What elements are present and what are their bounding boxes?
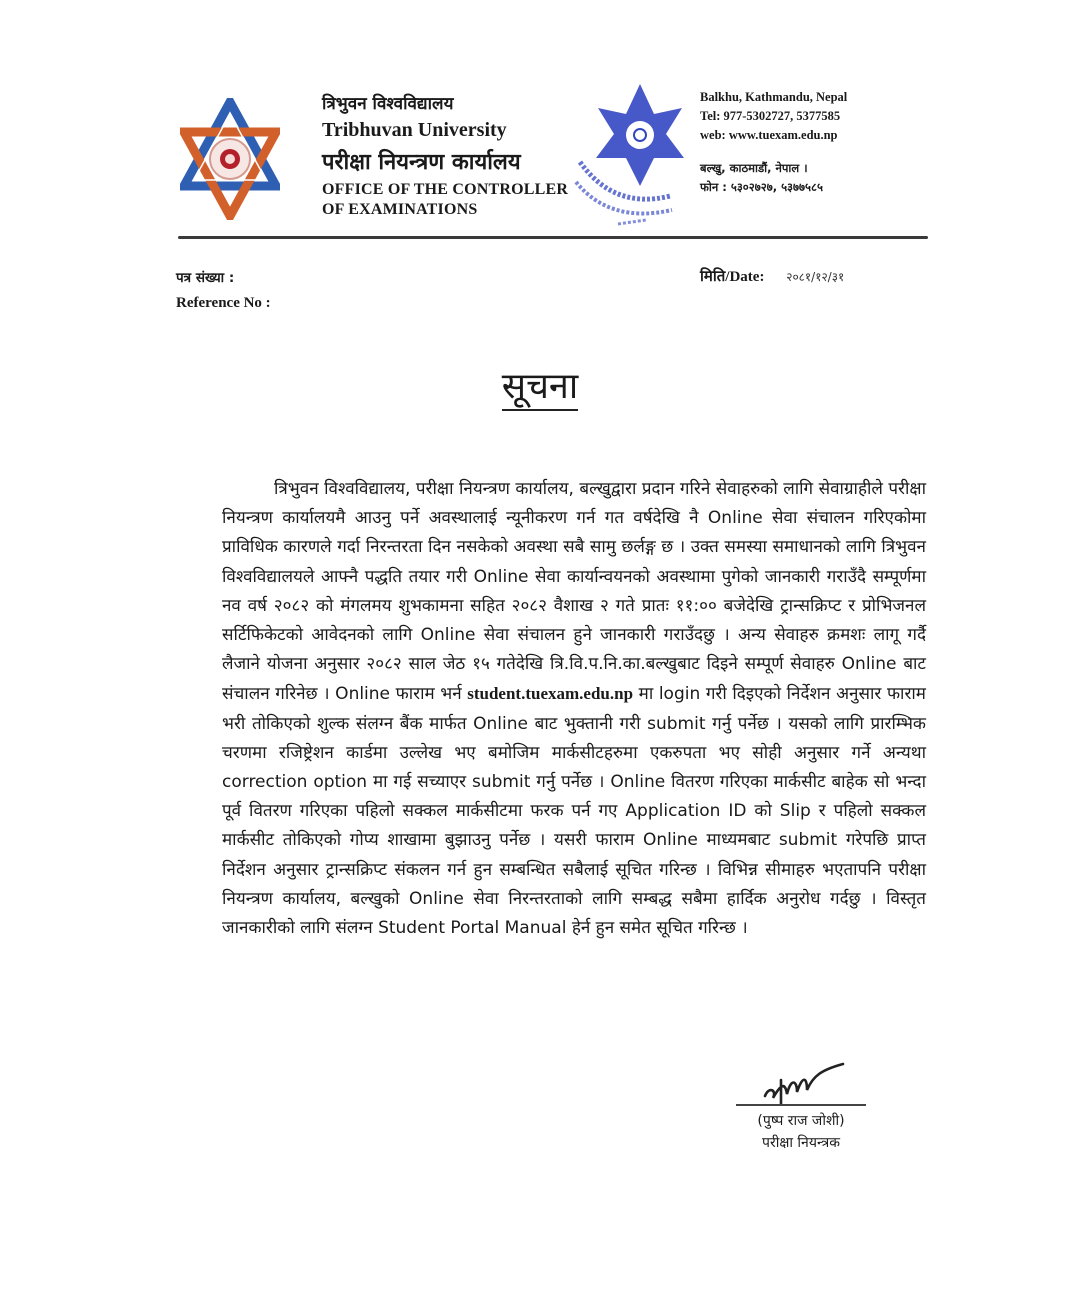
notice-body <box>222 475 926 943</box>
body-text-part2: मा login गरी दिइएको निर्देशन अनुसार फाराम भरी तोकिएको शुल्क संलग्न बैंक मार्फत Online बाट भुक्तानी गरी submit गर्नु पर्नेछ । यसको लागि प्रारम्भिक चरणमा रजिष्ट्रेशन कार्डमा उल्लेख भए बमोजिम मार्कसीटहरुमा एकरुपता भए सोही अनुसार गर्ने अन्यथा correction option मा गई सच्याएर submit गर्नु पर्नेछ । Online वितरण गरिएका मार्कसीट बाहेक सो भन्दा पूर्व वितरण गरिएका पहिलो सक्कल मार्कसीटमा फरक पर्न गए Application ID को Slip र पहिलो सक्कल मार्कसीट तोकिएको गोप्य शाखामा बुझाउनु पर्नेछ । यसरी फाराम Online माध्यमबाट submit गरेपछि प्राप्त निर्देशन अनुसार ट्रान्सक्रिप्ट संकलन गर्न हुन सम्बन्धित सबैलाई सूचित गरिन्छ । विभिन्न सीमाहरु भएतापनि परीक्षा नियन्त्रण कार्यालय, बल्खुको Online सेवा निरन्तरताको लागि सम्बद्ध सबैमा हार्दिक अनुरोध गर्दछु । विस्तृत जानकारीको लागि संलग्न Student Portal Manual हेर्न हुन समेत सूचित गरिन्छ । <box>222 684 926 939</box>
signature-block <box>736 1060 866 1154</box>
notice-title <box>0 360 1080 409</box>
office-seal-icon <box>574 78 694 228</box>
letterhead-title-block <box>322 92 568 220</box>
university-name-nepali: त्रिभुवन विश्वविद्यालय <box>322 94 454 114</box>
reference-number <box>176 266 271 316</box>
office-name-english-line2: OF EXAMINATIONS <box>322 201 478 218</box>
tribhuvan-university-logo-icon <box>180 98 280 220</box>
office-name-english-line1: OFFICE OF THE CONTROLLER <box>322 181 569 198</box>
website: web: www.tuexam.edu.np <box>700 128 838 142</box>
notice-heading: सूचना <box>502 366 579 411</box>
address-english: Balkhu, Kathmandu, Nepal <box>700 90 848 104</box>
contact-info <box>700 88 847 197</box>
body-text-part1: त्रिभुवन विश्वविद्यालय, परीक्षा नियन्त्रण कार्यालय, बल्खुद्वारा प्रदान गरिने सेवाहरुको लागि सेवाग्राहीले परीक्षा नियन्त्रण कार्यालयमै आउनु पर्ने अवस्थालाई न्यूनीकरण गर्न गत वर्षदेखि नै Online सेवा संचालन गरिएकोमा प्राविधिक कारणले गर्दा निरन्तरता दिन नसकेको अवस्था सबै सामु छर्लङ्ग छ । उक्त समस्या समाधानको लागि त्रिभुवन विश्वविद्यालयले आफ्नै पद्धति तयार गरी Online सेवा कार्यान्वयनको अवस्थामा पुगेको जानकारी गराउँदै सम्पूर्णमा नव वर्ष २०८२ को मंगलमय शुभकामना सहित २०८२ वैशाख २ गते प्रातः ११:०० बजेदेखि ट्रान्सक्रिप्ट र प्रोभिजनल सर्टिफिकेटको आवेदनको लागि Online सेवा संचालन हुने जानकारी गराउँदछु । अन्य सेवाहरु क्रमशः लागू गर्दै लैजाने योजना अनुसार २०८२ साल जेठ १५ गतेदेखि त्रि.वि.प.नि.का.बल्खुबाट दिइने सम्पूर्ण सेवाहरु Online बाट संचालन गरिनेछ । Online फाराम भर्न <box>222 479 926 705</box>
telephone-nepali: फोन : ५३०२७२७, ५३७७५८५ <box>700 180 823 194</box>
letterhead-divider <box>178 236 928 239</box>
date-block <box>700 266 844 286</box>
signature-line <box>736 1104 866 1106</box>
date-value: २०८१/१२/३१ <box>786 270 845 284</box>
university-name-english: Tribhuvan University <box>322 119 507 141</box>
reference-label-english: Reference No : <box>176 295 271 311</box>
student-portal-url: student.tuexam.edu.np <box>467 684 634 704</box>
signature-scribble-icon <box>751 1060 851 1104</box>
office-name-nepali: परीक्षा नियन्त्रण कार्यालय <box>322 150 521 175</box>
telephone-english: Tel: 977-5302727, 5377585 <box>700 109 841 123</box>
address-nepali: बल्खु, काठमाडौं, नेपाल । <box>700 161 808 175</box>
reference-label-nepali: पत्र संख्या : <box>176 270 235 286</box>
signatory-designation: परीक्षा नियन्त्रक <box>762 1135 840 1151</box>
date-label: मिति/Date: <box>700 269 765 285</box>
signatory-name: (पुष्प राज जोशी) <box>757 1113 845 1129</box>
